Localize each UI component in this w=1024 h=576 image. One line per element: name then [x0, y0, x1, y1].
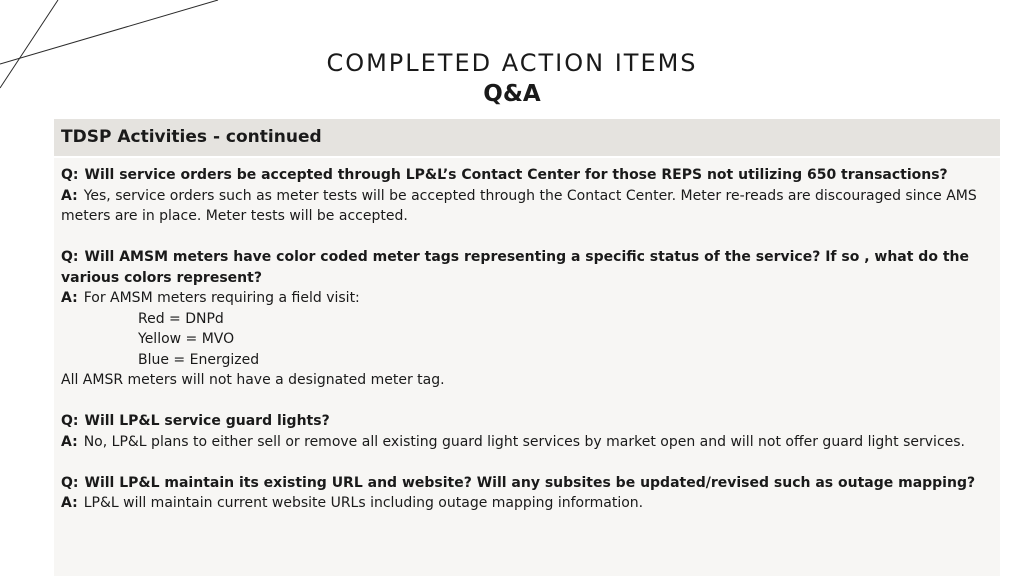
qa-panel: [54, 119, 1000, 576]
answer-text: For AMSM meters requiring a field visit:: [83, 290, 360, 306]
question-text: Will service orders be accepted through LP&L’s Contact Center for those REPS not utilizing 650 transactions?: [84, 167, 948, 183]
answer-footer: All AMSR meters will not have a designated meter tag.: [61, 372, 445, 388]
slide-subtitle: Q&A: [483, 81, 541, 107]
answer-row: [61, 432, 992, 453]
answer-text: LP&L will maintain current website URLs including outage mapping information.: [83, 495, 644, 511]
tag-color-item: Red = DNPd: [138, 310, 224, 327]
qa-item: [61, 165, 992, 227]
panel-header: TDSP Activities - continued: [54, 119, 1000, 158]
question-label: Q:: [61, 474, 79, 491]
slide-title: COMPLETED ACTION ITEMS: [326, 49, 698, 77]
tag-color-item: Blue = Energized: [138, 351, 260, 368]
question-row: [61, 165, 992, 186]
question-label: Q:: [61, 167, 79, 183]
qa-item: [61, 247, 992, 391]
question-text: Will AMSM meters have color coded meter tags representing a specific status of the service? If so , what do the various colors represent?: [61, 249, 969, 286]
answer-text: Yes, service orders such as meter tests will be accepted through the Contact Center. Meter re-reads are discouraged since AMS meters are in place. Meter tests will be accepted.: [61, 187, 977, 224]
question-row: [61, 473, 992, 494]
question-text: Will LP&L maintain its existing URL and website? Will any subsites be updated/revised such as outage mapping?: [84, 474, 976, 491]
answer-label: A:: [61, 495, 78, 511]
answer-row: [61, 288, 992, 309]
question-row: [61, 247, 992, 288]
answer-label: A:: [61, 187, 78, 204]
question-label: Q:: [61, 413, 79, 429]
question-text: Will LP&L service guard lights?: [84, 413, 330, 429]
tag-color-item: Yellow = MVO: [138, 331, 235, 347]
answer-row: [61, 493, 992, 514]
answer-row: [61, 186, 992, 227]
qa-list: [54, 158, 1000, 514]
answer-label: A:: [61, 433, 78, 450]
answer-text: No, LP&L plans to either sell or remove all existing guard light services by market open and will not offer guard light services.: [83, 433, 965, 450]
answer-label: A:: [61, 290, 78, 306]
question-row: [61, 411, 992, 432]
qa-item: [61, 411, 992, 452]
qa-item: [61, 473, 992, 514]
question-label: Q:: [61, 249, 79, 265]
